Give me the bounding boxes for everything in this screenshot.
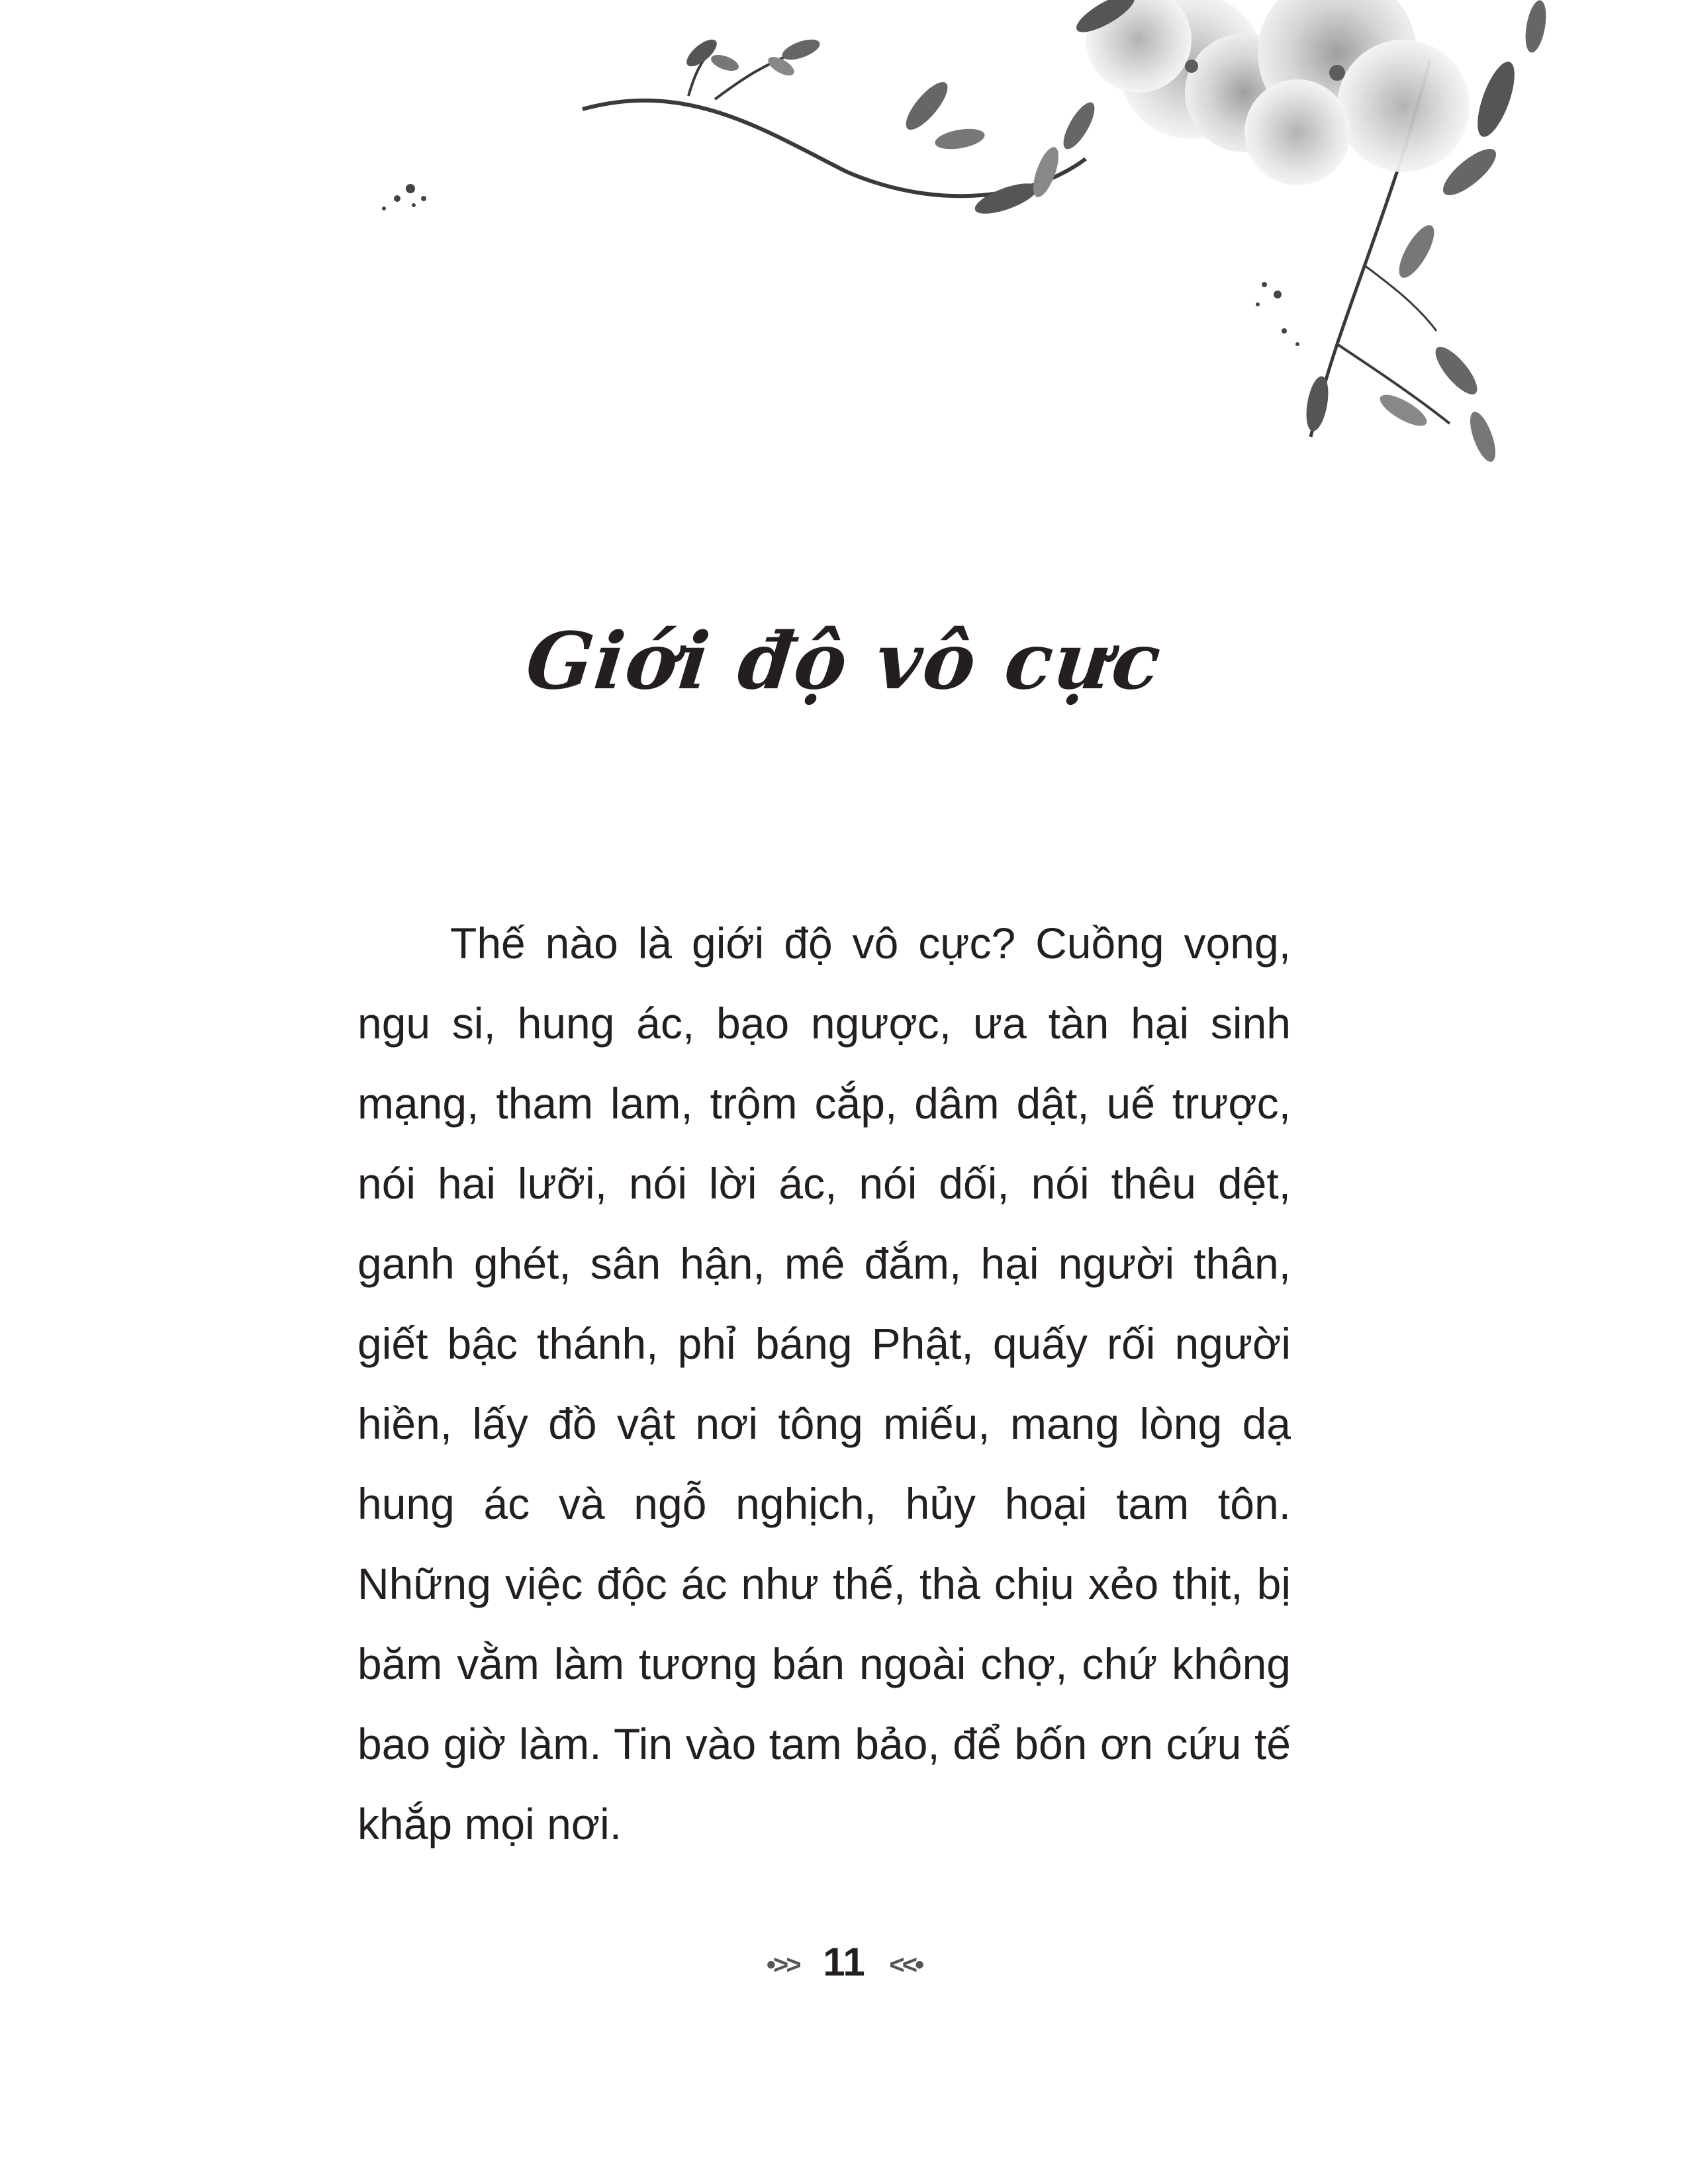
page-footer xyxy=(0,1939,1688,1985)
chapter-title: Giới độ vô cực xyxy=(522,615,1166,707)
floral-illustration xyxy=(344,0,1556,503)
right-ornament: <<• xyxy=(889,1950,922,1979)
page-number: 11 xyxy=(823,1940,865,1984)
left-ornament: •>> xyxy=(766,1950,799,1979)
body-paragraph: Thế nào là giới độ vô cực? Cuồng vọng, ngu si, hung ác, bạo ngược, ưa tàn hại sinh mạng, tham lam, trộm cắp, dâm dật, uế trược, nói hai lưỡi, nói lời ác, nói dối, nói thêu dệt, ganh ghét, sân hận, mê đắm, hại người thân, giết bậc thánh, phỉ báng Phật, quấy rối người hiền, lấy đồ vật nơi tông miếu, mang lòng dạ hung ác và ngỗ nghịch, hủy hoại tam tôn. Những việc độc ác như thế, thà chịu xẻo thịt, bị băm vằm làm tương bán ngoài chợ, chứ không bao giờ làm. Tin vào tam bảo, để bốn ơn cứu tế khắp mọi nơi. xyxy=(357,919,1291,1848)
